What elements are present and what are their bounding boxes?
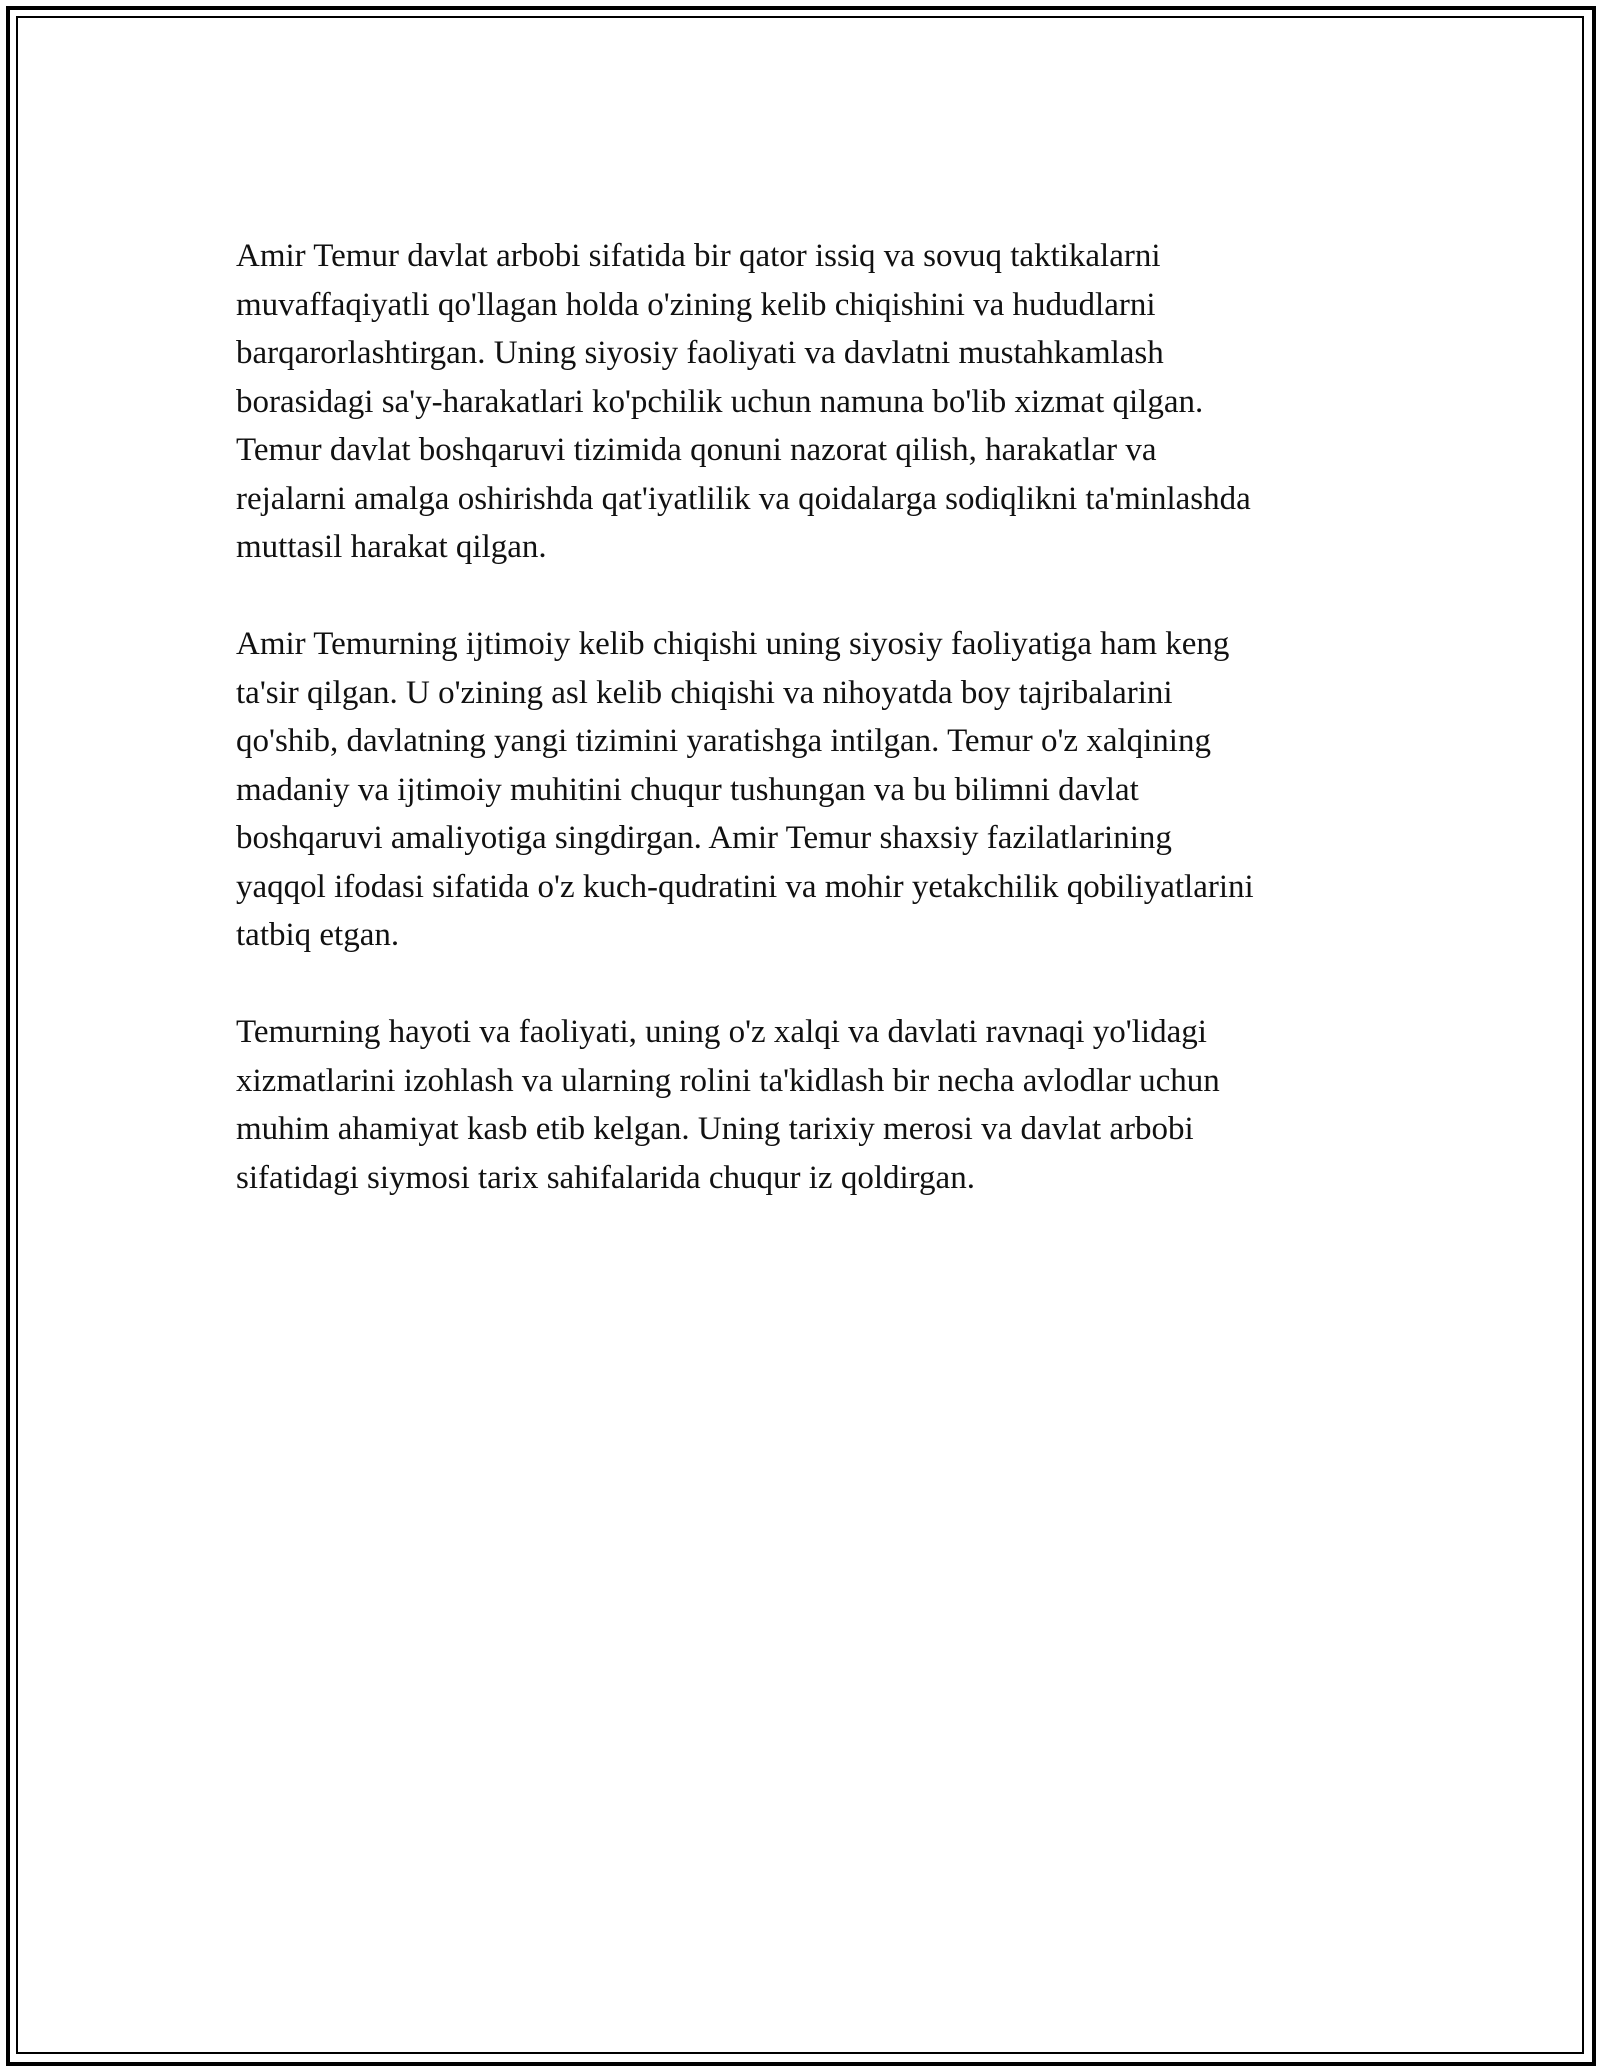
document-body [236,232,1386,1251]
paragraph-3: Temurning hayoti va faoliyati, uning o'z xalqi va davlati ravnaqi yo'lidagi xizmatlarini izohlash va ularning rolini ta'kidlash bir necha avlodlar uchun muhim ahamiyat kasb etib kelgan. Uning tarixiy merosi va davlat arbobi sifatidagi siymosi tarix sahifalarida chuqur iz qoldirgan. [236,1014,1220,1196]
paragraph-1: Amir Temur davlat arbobi sifatida bir qator issiq va sovuq taktikalarni muvaffaqiyatli qo'llagan holda o'zining kelib chiqishini va hududlarni barqarorlashtirgan. Uning siyosiy faoliyati va davlatni mustahkamlash borasidagi sa'y-harakatlari ko'pchilik uchun namuna bo'lib xizmat qilgan. Temur davlat boshqaruvi tizimida qonuni nazorat qilish, harakatlar va rejalarni amalga oshirishda qat'iyatlilik va qoidalarga sodiqlikni ta'minlashda muttasil harakat qilgan. [236,238,1251,565]
paragraph-2: Amir Temurning ijtimoiy kelib chiqishi uning siyosiy faoliyatiga ham keng ta'sir qilgan. U o'zining asl kelib chiqishi va nihoyatda boy tajribalarini qo'shib, davlatning yangi tizimini yaratishga intilgan. Temur o'z xalqining madaniy va ijtimoiy muhitini chuqur tushungan va bu bilimni davlat boshqaruvi amaliyotiga singdirgan. Amir Temur shaxsiy fazilatlarining yaqqol ifodasi sifatida o'z kuch-qudratini va mohir yetakchilik qobiliyatlarini tatbiq etgan. [236,626,1254,953]
